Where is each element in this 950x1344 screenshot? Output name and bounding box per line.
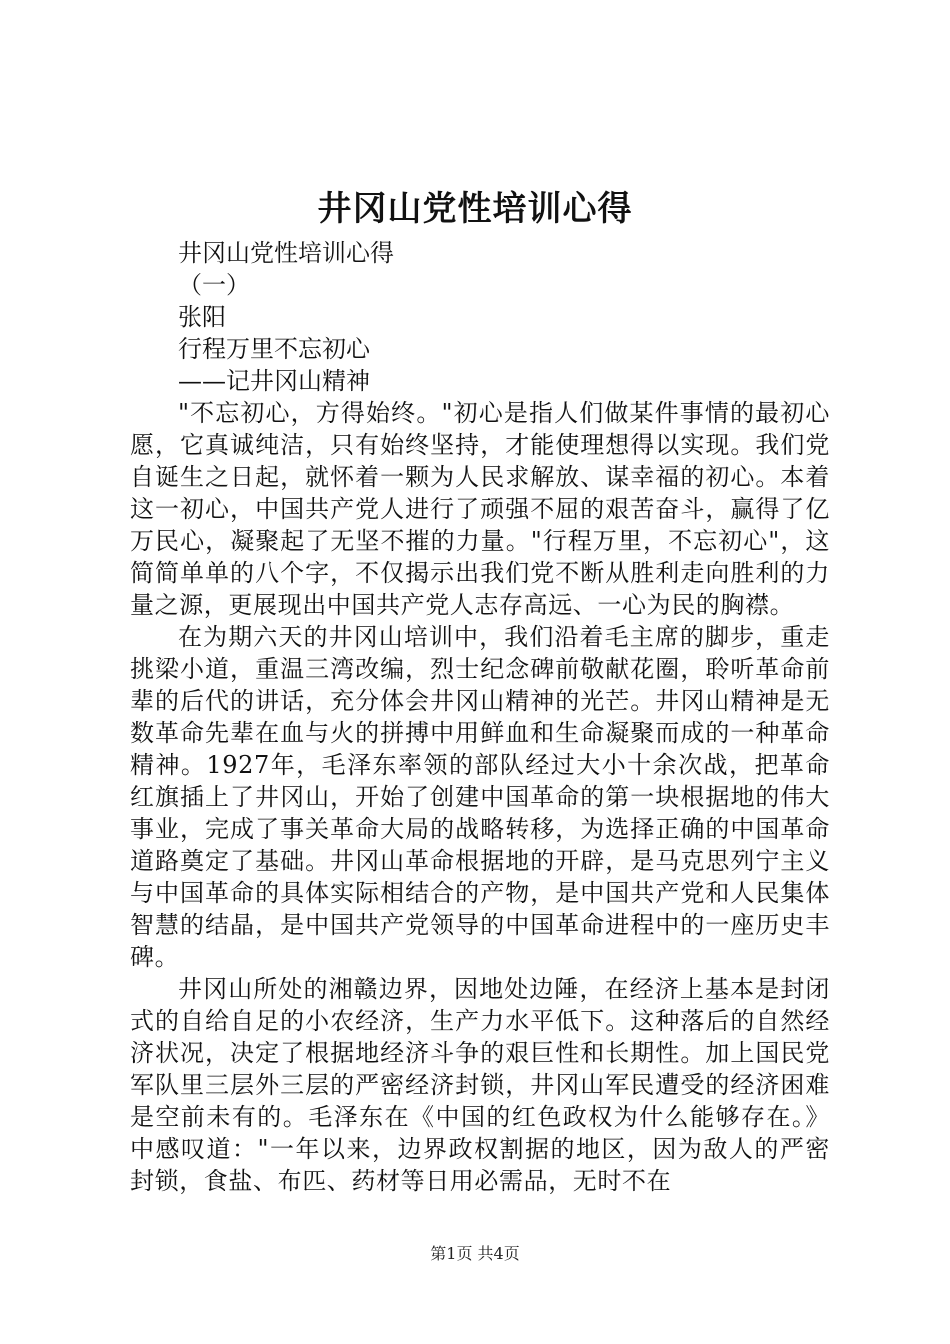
essay-subheading: ——记井冈山精神 — [178, 367, 370, 395]
body-paragraph-2: 在为期六天的井冈山培训中，我们沿着毛主席的脚步，重走挑梁小道，重温三湾改编，烈士纪念碑前敬献花圈，聆听革命前辈的后代的讲话，充分体会井冈山精神的光芒。井冈山精神是无数革命先辈在血与火的拼搏中用鲜血和生命凝聚而成的一种革命精神。1927年，毛泽东率领的部队经过大小十余次战，把革命红旗插上了井冈山，开始了创建中国革命的第一块根据地的伟大事业，完成了事关革命大局的战略转移，为选择正确的中国革命道路奠定了基础。井冈山革命根据地的开辟，是马克思列宁主义与中国革命的具体实际相结合的产物，是中国共产党和人民集体智慧的结晶，是中国共产党领导的中国革命进程中的一座历史丰碑。 — [130, 623, 830, 971]
author-name: 张阳 — [178, 303, 226, 331]
body-paragraph-3: 井冈山所处的湘赣边界，因地处边陲，在经济上基本是封闭式的自给自足的小农经济，生产力水平低下。这种落后的自然经济状况，决定了根据地经济斗争的艰巨性和长期性。加上国民党军队里三层外三层的严密经济封锁，井冈山军民遭受的经济困难是空前未有的。毛泽东在《中国的红色政权为什么能够存在。》中感叹道："一年以来，边界政权割据的地区，因为敌人的严密封锁，食盐、布匹、药材等日用必需品，无时不在 — [130, 975, 830, 1195]
subtitle-line: 井冈山党性培训心得 — [178, 239, 394, 267]
page-number-footer: 第1页 共4页 — [430, 1244, 520, 1263]
section-number: （一） — [178, 271, 250, 299]
body-paragraph-1: "不忘初心，方得始终。"初心是指人们做某件事情的最初心愿，它真诚纯洁，只有始终坚持，才能使理想得以实现。我们党自诞生之日起，就怀着一颗为人民求解放、谋幸福的初心。本着这一初心，中国共产党人进行了顽强不屈的艰苦奋斗，赢得了亿万民心，凝聚起了无坚不摧的力量。"行程万里，不忘初心"，这简简单单的八个字，不仅揭示出我们党不断从胜利走向胜利的力量之源，更展现出中国共产党人志存高远、一心为民的胸襟。 — [130, 399, 830, 619]
essay-heading: 行程万里不忘初心 — [178, 335, 370, 363]
document-body — [130, 237, 830, 1197]
document-title: 井冈山党性培训心得 — [317, 189, 633, 229]
